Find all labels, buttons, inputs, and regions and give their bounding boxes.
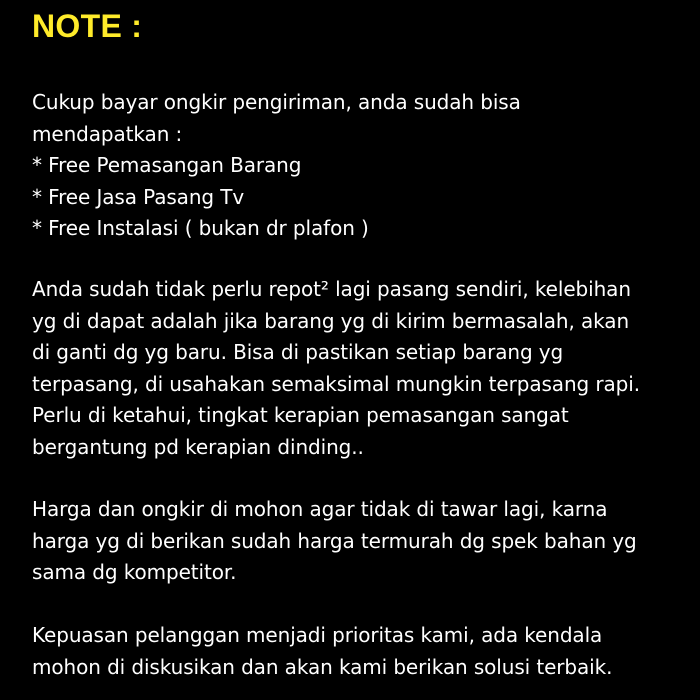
paragraph-line: harga yg di berikan sudah harga termurah dg spek bahan yg	[32, 528, 637, 553]
paragraph-line: yg di dapat adalah jika barang yg di kirim bermasalah, akan	[32, 308, 630, 333]
satisfaction-paragraph	[32, 620, 686, 683]
paragraph-line: sama dg kompetitor.	[32, 560, 237, 584]
paragraph-line: Harga dan ongkir di mohon agar tidak di tawar lagi, karna	[32, 497, 608, 521]
paragraph-line: bergantung pd kerapian dinding..	[32, 434, 364, 459]
service-paragraph	[32, 274, 686, 463]
paragraph-line: Perlu di ketahui, tingkat kerapian pemasangan sangat	[32, 403, 569, 427]
benefit-item-setup: * Free Instalasi ( bukan dr plafon )	[32, 216, 369, 240]
price-paragraph	[32, 494, 686, 589]
paragraph-line: di ganti dg yg baru. Bisa di pastikan setiap barang yg	[32, 340, 564, 364]
paragraph-line: mohon di diskusikan dan akan kami berikan solusi terbaik.	[32, 654, 613, 679]
intro-line: mendapatkan :	[32, 121, 183, 146]
benefit-item-installation: * Free Pemasangan Barang	[32, 153, 302, 177]
paragraph-line: terpasang, di usahakan semaksimal mungkin terpasang rapi.	[32, 371, 640, 396]
intro-line: Cukup bayar ongkir pengiriman, anda sudah bisa	[32, 90, 521, 114]
benefit-item-tv-mounting: * Free Jasa Pasang Tv	[32, 184, 245, 209]
note-title: NOTE :	[32, 8, 143, 44]
paragraph-line: Kepuasan pelanggan menjadi prioritas kami, ada kendala	[32, 623, 603, 647]
paragraph-line: Anda sudah tidak perlu repot² lagi pasang sendiri, kelebihan	[32, 277, 631, 301]
intro-section	[32, 87, 686, 245]
